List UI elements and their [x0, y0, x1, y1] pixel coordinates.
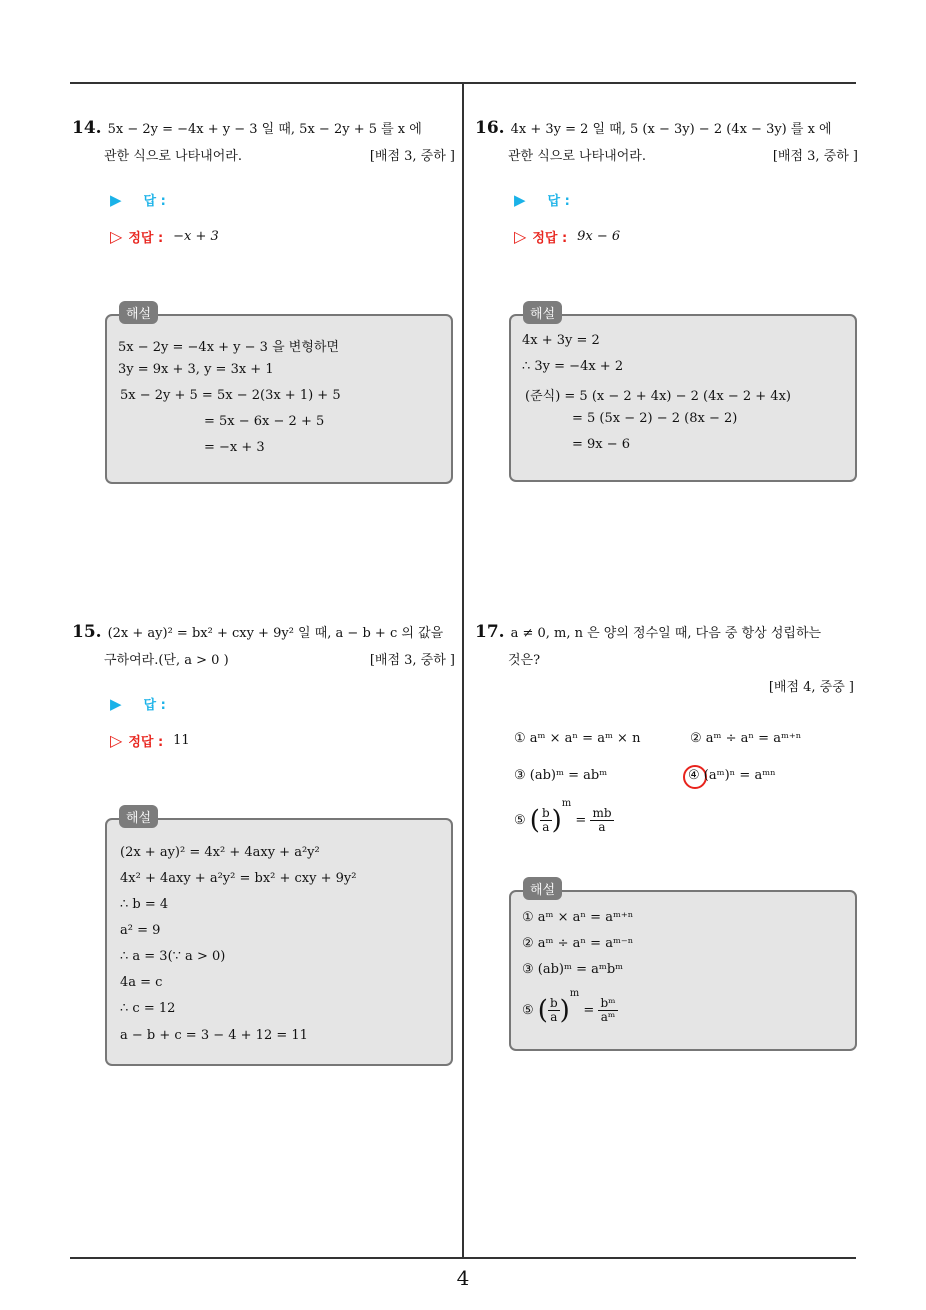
explanation-line: 4a = c	[120, 975, 163, 990]
explanation-line: (2x + ay)² = 4x² + 4axy + a²y²	[120, 845, 320, 860]
solution-label: 정답 :	[128, 231, 164, 246]
choice-1[interactable]: ① aᵐ × aⁿ = aᵐ × n	[514, 731, 641, 746]
question-text-line1: 4x + 3y = 2 일 때, 5 (x − 3y) − 2 (4x − 3y) 를 x 에	[510, 122, 832, 137]
choice-4-text: (aᵐ)ⁿ = aᵐⁿ	[703, 768, 776, 783]
explanation-line: (준식) = 5 (x − 2 + 4x) − 2 (4x − 2 + 4x)	[525, 389, 791, 404]
explanation-line: ② aᵐ ÷ aⁿ = aᵐ⁻ⁿ	[522, 936, 634, 951]
hollow-triangle-icon: ▷	[110, 731, 123, 750]
answer-row	[514, 190, 570, 209]
question-number: 17.	[475, 622, 505, 642]
fraction: $\frac{mb}{a}$	[592, 806, 612, 834]
choice-2[interactable]: ② aᵐ ÷ aⁿ = aᵐ⁺ⁿ	[690, 731, 802, 746]
explanation-tag: 해설	[523, 877, 562, 900]
solution-value: 11	[173, 733, 190, 748]
explanation-line: 5x − 2y = −4x + y − 3 을 변형하면	[118, 340, 340, 355]
answer-label: 답 :	[547, 194, 570, 209]
explanation-tag: 해설	[523, 301, 562, 324]
points-label: [배점 3, 중하 ]	[369, 653, 455, 668]
explanation-line-5: ⑤ ( $\frac{b}{a}$ )$^m$ = $\frac{\text{bᵐ}}{\text{aᵐ}}$	[522, 988, 616, 1026]
fraction: $\frac{b}{a}$	[549, 996, 558, 1024]
explanation-tag: 해설	[119, 301, 158, 324]
choice-4-mark: ④	[688, 768, 700, 783]
points-label: [배점 3, 중하 ]	[369, 149, 455, 164]
explanation-line: ∴ b = 4	[120, 897, 169, 912]
solution-label: 정답 :	[128, 735, 164, 750]
solution-value: −x + 3	[173, 229, 219, 244]
question-text-line2: 것은?	[508, 653, 541, 668]
play-icon: ▶	[514, 190, 526, 209]
answer-label: 답 :	[143, 698, 166, 713]
choice-5[interactable]: ⑤ ( $\frac{b}{a}$ )$^m$ = $\frac{mb}{a}$	[514, 798, 612, 836]
answer-row	[110, 694, 166, 713]
solution-row	[514, 227, 620, 246]
question-17	[475, 619, 858, 701]
explanation-line: ∴ a = 3(∵ a > 0)	[120, 949, 226, 964]
question-text-line2: 구하여라.(단, a > 0 )	[104, 653, 229, 668]
explanation-line: 3y = 9x + 3, y = 3x + 1	[118, 362, 274, 377]
question-number: 14.	[72, 118, 102, 138]
solution-label: 정답 :	[532, 231, 568, 246]
hollow-triangle-icon: ▷	[110, 227, 123, 246]
choice-3[interactable]: ③ (ab)ᵐ = abᵐ	[514, 768, 608, 783]
page-number: 4	[456, 1266, 470, 1290]
points-label: [배점 3, 중하 ]	[772, 149, 858, 164]
fraction: $\frac{b}{a}$	[541, 806, 550, 834]
column-divider	[462, 83, 464, 1258]
choice-4[interactable]	[688, 768, 776, 783]
question-15	[72, 619, 455, 674]
question-text-line2: 관한 식으로 나타내어라.	[508, 149, 646, 164]
play-icon: ▶	[110, 694, 122, 713]
question-text-line1: 5x − 2y = −4x + y − 3 일 때, 5x − 2y + 5 를 x 에	[107, 122, 422, 137]
question-number: 16.	[475, 118, 505, 138]
explanation-line: = −x + 3	[204, 440, 265, 455]
explanation-line: ∴ 3y = −4x + 2	[522, 359, 624, 374]
question-text-line2: 관한 식으로 나타내어라.	[104, 149, 242, 164]
fraction: $\frac{\text{bᵐ}}{\text{aᵐ}}$	[600, 996, 616, 1024]
question-number: 15.	[72, 622, 102, 642]
question-16	[475, 115, 858, 170]
answer-label: 답 :	[143, 194, 166, 209]
play-icon: ▶	[110, 190, 122, 209]
solution-row	[110, 731, 190, 750]
question-text-line1: (2x + ay)² = bx² + cxy + 9y² 일 때, a − b + c 의 값을	[107, 626, 444, 641]
solution-value: 9x − 6	[577, 229, 621, 244]
explanation-line: 4x + 3y = 2	[522, 333, 600, 348]
explanation-line: 4x² + 4axy + a²y² = bx² + cxy + 9y²	[120, 871, 357, 886]
explanation-line: a² = 9	[120, 923, 161, 938]
bottom-rule	[70, 1257, 856, 1259]
explanation-line: = 5x − 6x − 2 + 5	[204, 414, 325, 429]
explanation-tag: 해설	[119, 805, 158, 828]
points-label: [배점 4, 중중 ]	[768, 680, 854, 695]
question-14	[72, 115, 455, 170]
explanation-line: 5x − 2y + 5 = 5x − 2(3x + 1) + 5	[120, 388, 341, 403]
explanation-line: = 5 (5x − 2) − 2 (8x − 2)	[572, 411, 738, 426]
question-text-line1: a ≠ 0, m, n 은 양의 정수일 때, 다음 중 항상 성립하는	[510, 626, 822, 641]
answer-row	[110, 190, 166, 209]
explanation-line: = 9x − 6	[572, 437, 631, 452]
hollow-triangle-icon: ▷	[514, 227, 527, 246]
solution-row	[110, 227, 219, 246]
explanation-line: ① aᵐ × aⁿ = aᵐ⁺ⁿ	[522, 910, 634, 925]
explanation-line: ∴ c = 12	[120, 1001, 176, 1016]
explanation-line: a − b + c = 3 − 4 + 12 = 11	[120, 1028, 308, 1043]
explanation-line: ③ (ab)ᵐ = aᵐbᵐ	[522, 962, 624, 977]
choice-5-mark: ⑤	[514, 813, 526, 828]
